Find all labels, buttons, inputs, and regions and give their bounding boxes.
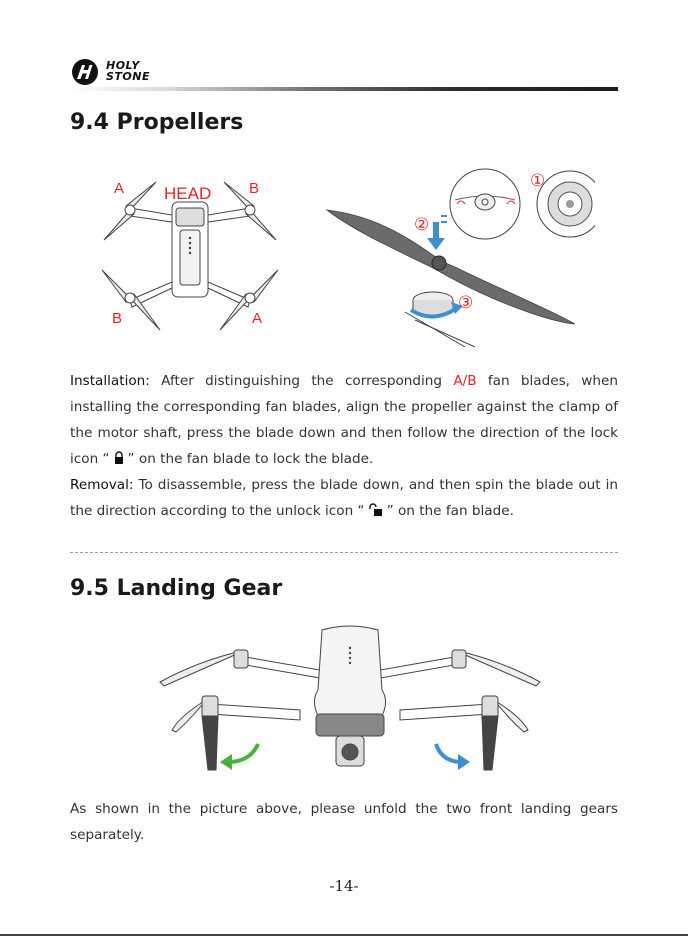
label-b-top: B	[249, 180, 260, 197]
drone-top-view-figure	[90, 170, 290, 345]
section-title-landing-gear: 9.5 Landing Gear	[70, 576, 283, 601]
installation-ab: A/B	[453, 373, 477, 389]
page-header	[70, 55, 618, 95]
landing-gear-figure	[150, 620, 550, 780]
page-bottom-rule	[0, 934, 688, 936]
section-divider	[70, 552, 618, 553]
installation-label: Installation:	[70, 373, 150, 389]
removal-text-2: ” on the fan blade.	[386, 503, 514, 519]
step-3-label: ③	[458, 293, 474, 313]
header-rule	[70, 87, 618, 91]
lock-icon	[114, 451, 124, 465]
installation-text-2: fan blades, when installing the corresponding fan blades, align the propeller against the clamp of the motor shaft, press the blade down and then follow the direction of the lock icon “	[70, 373, 618, 467]
propeller-install-figure	[325, 162, 595, 347]
section-title-propellers: 9.4 Propellers	[70, 110, 244, 135]
label-b-bottom: B	[112, 310, 123, 327]
installation-paragraph	[70, 368, 618, 524]
page-number: -14-	[329, 877, 359, 895]
installation-text-3: ” on the fan blade to lock the blade.	[127, 451, 374, 467]
unlock-icon	[369, 503, 383, 517]
removal-label: Removal:	[70, 477, 134, 493]
installation-text-1: After distinguishing the corresponding	[161, 373, 443, 389]
landing-gear-paragraph: As shown in the picture above, please unfold the two front landing gears separately.	[70, 801, 618, 843]
step-2-label: ②	[414, 215, 430, 235]
removal-text-1: To disassemble, press the blade down, and then spin the blade out in the direction according to the unlock icon “	[70, 477, 618, 519]
label-a-bottom: A	[252, 310, 263, 327]
label-head: HEAD	[164, 184, 212, 203]
step-1-label: ①	[530, 171, 546, 191]
brand-name: HOLY STONE	[106, 59, 150, 83]
label-a-top: A	[114, 180, 125, 197]
